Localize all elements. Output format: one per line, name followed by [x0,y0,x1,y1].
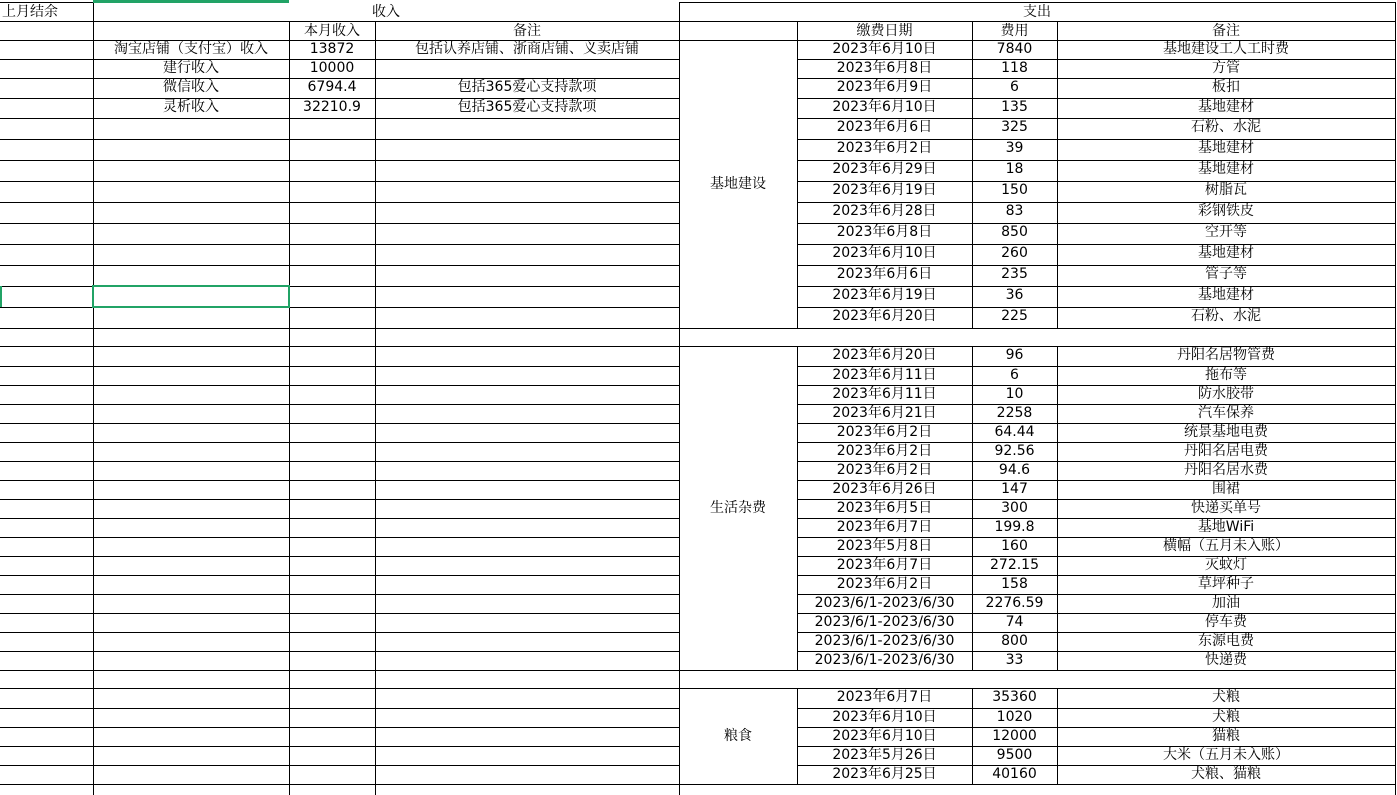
expense-note-cell[interactable]: 横幅（五月未入账） [1163,538,1289,554]
expense-amount-cell[interactable]: 2276.59 [985,595,1044,611]
expense-date-cell[interactable]: 2023年6月20日 [832,347,937,363]
expense-note-cell[interactable]: 加油 [1212,595,1240,611]
expense-amount-cell[interactable]: 12000 [992,728,1037,744]
gridline-h [0,499,679,500]
gridline-h [0,244,679,245]
expense-amount-cell[interactable]: 260 [1001,245,1028,261]
gridline-v [1395,2,1396,795]
expense-date-cell[interactable]: 2023年6月21日 [832,405,937,421]
expense-date-cell[interactable]: 2023/6/1-2023/6/30 [814,595,955,611]
expense-note-cell[interactable]: 停车费 [1205,614,1247,630]
expense-note-cell[interactable]: 基地建材 [1198,99,1254,115]
expense-note-cell[interactable]: 快递买单号 [1191,500,1261,516]
gridline-v [679,2,680,795]
expense-amount-cell[interactable]: 135 [1001,99,1028,115]
expense-date-cell[interactable]: 2023年6月8日 [836,60,933,76]
expense-amount-cell[interactable]: 92.56 [994,443,1035,459]
expense-category-cell[interactable]: 基地建设 [710,176,766,192]
expense-amount-cell[interactable]: 158 [1001,576,1028,592]
expense-date-cell[interactable]: 2023年6月11日 [832,386,937,402]
gridline-h [679,2,1395,3]
gridline-v [375,21,376,795]
expense-amount-cell[interactable]: 35360 [992,689,1037,705]
gridline-h [0,139,679,140]
income-source-cell[interactable]: 微信收入 [163,79,219,95]
expense-date-cell[interactable]: 2023年6月2日 [836,576,933,592]
gridline-v [797,21,798,40]
expense-amount-cell[interactable]: 18 [1005,161,1024,177]
gridline-h [0,594,679,595]
gridline-h [0,461,679,462]
gridline-v [972,21,973,40]
expense-date-cell[interactable]: 2023年6月25日 [832,766,937,782]
expense-amount-cell[interactable]: 147 [1001,481,1028,497]
income-amount-cell[interactable]: 6794.4 [307,79,357,95]
expense-note-cell[interactable]: 基地建材 [1198,287,1254,303]
expense-date-cell[interactable]: 2023年6月19日 [832,182,937,198]
gridline-h [0,404,679,405]
expense-amount-cell[interactable]: 6 [1010,367,1019,383]
gridline-h [0,2,93,3]
expense-date-cell[interactable]: 2023年6月26日 [832,481,937,497]
gridline-h [0,765,679,766]
expense-date-cell[interactable]: 2023年6月7日 [836,519,933,535]
expense-date-cell[interactable]: 2023年6月6日 [836,119,933,135]
gridline-h [0,265,679,266]
expense-date-cell[interactable]: 2023年6月10日 [832,728,937,744]
income-amount-cell[interactable]: 13872 [309,41,355,57]
expense-amount-cell[interactable]: 83 [1005,203,1024,219]
expense-category-cell[interactable]: 粮食 [724,728,752,744]
gridline-h [679,784,1395,785]
expense-note-cell[interactable]: 快递费 [1205,652,1247,668]
expense-date-cell[interactable]: 2023年6月29日 [832,161,937,177]
expense-date-cell[interactable]: 2023年6月5日 [836,500,933,516]
expense-date-cell[interactable]: 2023年6月2日 [836,462,933,478]
income-header[interactable]: 收入 [372,4,400,20]
expense-date-cell[interactable]: 2023年6月11日 [832,367,937,383]
gridline-h [0,688,679,689]
expense-amount-cell[interactable]: 160 [1001,538,1028,554]
expense-amount-cell[interactable]: 9500 [996,747,1033,763]
income-source-cell[interactable]: 建行收入 [163,60,219,76]
expense-amount-cell[interactable]: 74 [1005,614,1024,630]
expense-amount-cell[interactable]: 40160 [992,766,1037,782]
expense-date-cell[interactable]: 2023年6月20日 [832,308,937,324]
expense-date-cell[interactable]: 2023年6月10日 [832,41,937,57]
expense-note-cell[interactable]: 石粉、水泥 [1191,308,1261,324]
expense-note-cell[interactable]: 拖布等 [1205,367,1247,383]
expense-note-cell[interactable]: 灭蚊灯 [1205,557,1247,573]
expense-date-cell[interactable]: 2023年6月6日 [836,266,933,282]
income-amount-cell[interactable]: 32210.9 [303,99,361,115]
expense-amount-cell[interactable]: 94.6 [998,462,1031,478]
income-note-cell[interactable]: 包括365爱心支持款项 [457,99,597,115]
gridline-h [0,366,679,367]
expense-amount-cell[interactable]: 96 [1005,347,1024,363]
expense-amount-cell[interactable]: 272.15 [990,557,1039,573]
expense-date-cell[interactable]: 2023年6月8日 [836,224,933,240]
expense-note-cell[interactable]: 丹阳名居物管费 [1177,347,1275,363]
income-source-cell[interactable]: 灵析收入 [163,99,219,115]
expense-date-cell[interactable]: 2023年6月2日 [836,443,933,459]
expense-note-cell[interactable]: 犬粮、猫粮 [1191,766,1261,782]
expense-amount-cell[interactable]: 36 [1005,287,1024,303]
expense-date-cell[interactable]: 2023/6/1-2023/6/30 [814,614,955,630]
income-amount-header[interactable]: 本月收入 [304,23,360,39]
expense-date-cell[interactable]: 2023年6月7日 [836,557,933,573]
expense-note-cell[interactable]: 空开等 [1205,224,1247,240]
expense-note-cell[interactable]: 基地WiFi [1197,519,1255,535]
expense-date-cell[interactable]: 2023年5月26日 [832,747,937,763]
expense-date-cell[interactable]: 2023年5月8日 [836,538,933,554]
gridline-h [0,223,679,224]
expense-amount-cell[interactable]: 300 [1001,500,1028,516]
gridline-h [0,613,679,614]
expense-note-cell[interactable]: 汽车保养 [1198,405,1254,421]
gridline-h [0,480,679,481]
expense-note-cell[interactable]: 丹阳名居水费 [1184,462,1268,478]
expense-date-cell[interactable]: 2023/6/1-2023/6/30 [814,633,955,649]
last-month-balance-label[interactable]: 上月结余 [2,4,58,20]
gridline-h [0,181,679,182]
expense-amount-cell[interactable]: 118 [1001,60,1028,76]
expense-note-header[interactable]: 备注 [1212,23,1240,39]
expense-note-cell[interactable]: 犬粮 [1212,689,1240,705]
expense-date-cell[interactable]: 2023年6月10日 [832,99,937,115]
expense-amount-cell[interactable]: 6 [1010,79,1019,95]
column-b-header-highlight [93,0,289,3]
income-note-cell[interactable]: 包括认养店铺、浙商店铺、义卖店铺 [415,41,639,57]
gridline-h [679,670,1395,671]
expense-note-cell[interactable]: 统景基地电费 [1184,424,1268,440]
expense-date-cell[interactable]: 2023年6月2日 [836,140,933,156]
gridline-h [0,202,679,203]
gridline-h [0,160,679,161]
gridline-h [0,346,679,347]
gridline-h [0,727,679,728]
gridline-h [0,21,1395,22]
gridline-v [1057,21,1058,40]
gridline-v [93,2,94,795]
selected-cell[interactable] [92,285,290,308]
expense-note-cell[interactable]: 管子等 [1205,266,1247,282]
expense-date-header[interactable]: 缴费日期 [856,23,913,39]
gridline-h [0,651,679,652]
gridline-h [0,442,679,443]
expense-note-cell[interactable]: 东源电费 [1198,633,1254,649]
expense-amount-cell[interactable]: 800 [1001,633,1028,649]
expense-date-cell[interactable]: 2023年6月7日 [836,689,933,705]
gridline-h [0,575,679,576]
expense-note-cell[interactable]: 石粉、水泥 [1191,119,1261,135]
expense-note-cell[interactable]: 基地建材 [1198,161,1254,177]
expense-date-cell[interactable]: 2023年6月28日 [832,203,937,219]
gridline-v [289,21,290,795]
expense-amount-cell[interactable]: 235 [1001,266,1028,282]
income-note-cell[interactable]: 包括365爱心支持款项 [457,79,597,95]
gridline-h [0,746,679,747]
expense-amount-cell[interactable]: 7840 [996,41,1033,57]
income-note-cell[interactable] [375,59,679,78]
gridline-h [0,518,679,519]
expense-note-cell[interactable]: 基地建设工人工时费 [1163,41,1289,57]
gridline-h [0,784,679,785]
expense-date-cell[interactable]: 2023年6月10日 [832,245,937,261]
expense-amount-cell[interactable]: 64.44 [994,424,1035,440]
expense-amount-cell[interactable]: 225 [1001,308,1028,324]
gridline-h [0,328,679,329]
expense-date-cell[interactable]: 2023年6月2日 [836,424,933,440]
expense-date-cell[interactable]: 2023年6月19日 [832,287,937,303]
expense-date-cell[interactable]: 2023年6月10日 [832,709,937,725]
expense-date-cell[interactable]: 2023/6/1-2023/6/30 [814,652,955,668]
income-amount-cell[interactable]: 10000 [309,60,355,76]
expense-note-cell[interactable]: 基地建材 [1198,140,1254,156]
expense-date-cell[interactable]: 2023年6月9日 [836,79,933,95]
expense-amount-cell[interactable]: 850 [1001,224,1028,240]
expense-amount-header[interactable]: 费用 [1000,23,1029,39]
gridline-h [0,537,679,538]
expense-note-cell[interactable]: 大米（五月未入账） [1163,747,1289,763]
expense-amount-cell[interactable]: 10 [1005,386,1024,402]
gridline-h [0,556,679,557]
gridline-h [0,118,679,119]
expense-amount-cell[interactable]: 33 [1005,652,1024,668]
expense-note-cell[interactable]: 方管 [1212,60,1240,76]
expense-note-cell[interactable]: 猫粮 [1212,728,1240,744]
expense-note-cell[interactable]: 草坪种子 [1198,576,1254,592]
expense-note-cell[interactable]: 犬粮 [1212,709,1240,725]
expense-note-cell[interactable]: 围裙 [1212,481,1240,497]
gridline-h [0,670,679,671]
expense-note-cell[interactable]: 彩钢铁皮 [1198,203,1254,219]
expense-amount-cell[interactable]: 1020 [996,709,1033,725]
gridline-h [0,385,679,386]
gridline-h [0,423,679,424]
gridline-h [0,632,679,633]
expense-amount-cell[interactable]: 2258 [996,405,1033,421]
expense-amount-cell[interactable]: 325 [1001,119,1028,135]
expense-header[interactable]: 支出 [1023,4,1051,20]
row-indicator-left [0,286,2,307]
expense-note-cell[interactable]: 防水胶带 [1198,386,1254,402]
expense-amount-cell[interactable]: 199.8 [994,519,1035,535]
expense-amount-cell[interactable]: 150 [1001,182,1028,198]
income-note-header[interactable]: 备注 [513,23,541,39]
expense-amount-cell[interactable]: 39 [1005,140,1024,156]
income-source-cell[interactable]: 淘宝店铺（支付宝）收入 [114,41,268,57]
expense-category-cell[interactable]: 生活杂费 [710,500,766,516]
gridline-h [679,328,1395,329]
expense-note-cell[interactable]: 板扣 [1212,79,1240,95]
expense-note-cell[interactable]: 丹阳名居电费 [1184,443,1268,459]
gridline-h [0,708,679,709]
expense-note-cell[interactable]: 树脂瓦 [1205,182,1247,198]
expense-note-cell[interactable]: 基地建材 [1198,245,1254,261]
